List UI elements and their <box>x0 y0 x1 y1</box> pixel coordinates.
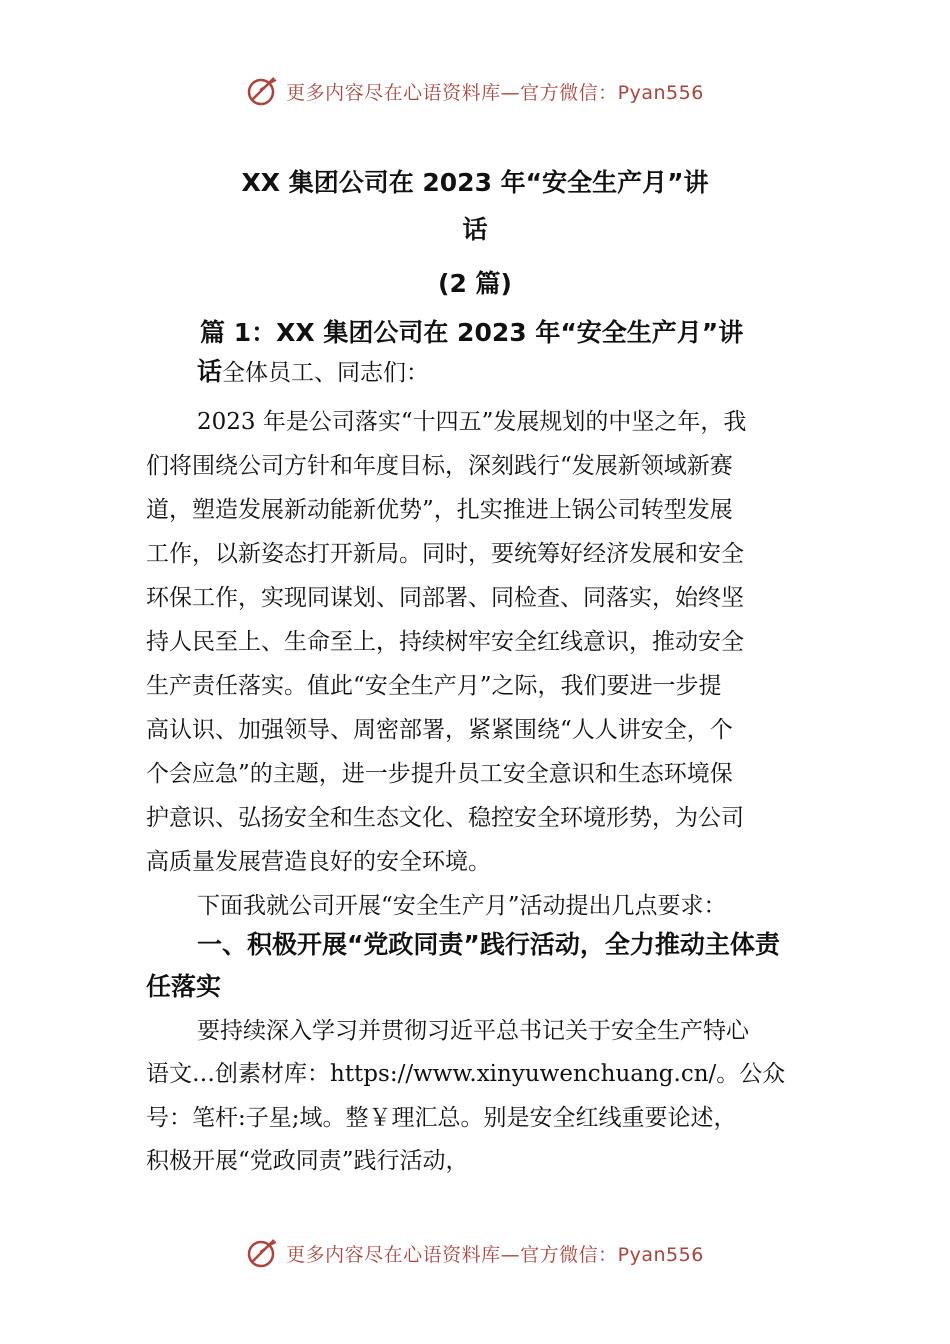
paragraph1-line: 持人民至上、生命至上，持续树牢安全红线意识，推动安全 <box>146 629 744 655</box>
document-count: (2 篇) <box>438 269 512 298</box>
watermark-footer <box>0 1236 950 1270</box>
greeting-text: 全体员工、同志们： <box>222 360 430 386</box>
article-heading: 篇 1：XX 集团公司在 2023 年“安全生产月”讲 <box>200 318 744 347</box>
watermark-header <box>0 74 950 108</box>
watermark-text: 更多内容尽在心语资料库—官方微信：Pyan556 <box>286 81 704 104</box>
quill-pen-logo-icon <box>246 1236 280 1270</box>
paragraph1-line: 道，塑造发展新动能新优势”，扎实推进上锅公司转型发展 <box>146 497 733 523</box>
quill-pen-logo-icon <box>246 74 280 108</box>
paragraph3-line: 积极开展“党政同责”践行活动， <box>146 1148 469 1174</box>
paragraph1-line: 生产责任落实。值此“安全生产月”之际，我们要进一步提 <box>146 673 722 699</box>
paragraph3-line: 号：笔杆:子星;域。整￥理汇总。别是安全红线重要论述， <box>146 1105 737 1131</box>
article-heading-tail: 话 <box>197 357 223 386</box>
paragraph1-line: 们将围绕公司方针和年度目标，深刻践行“发展新领域新赛 <box>146 453 733 479</box>
paragraph1-line: 2023 年是公司落实“十四五”发展规划的中坚之年，我 <box>197 409 747 435</box>
document-title-line2: 话 <box>462 215 488 244</box>
section1-heading-line1: 一、积极开展“党政同责”践行活动，全力推动主体责 <box>197 930 780 959</box>
paragraph3-line: 语文…创素材库：https://www.xinyuwenchuang.cn/。公众 <box>146 1061 786 1087</box>
paragraph1-line: 工作，以新姿态打开新局。同时，要统筹好经济发展和安全 <box>146 541 744 567</box>
paragraph1-line: 环保工作，实现同谋划、同部署、同检查、同落实，始终坚 <box>146 585 744 611</box>
document-title-line1: XX 集团公司在 2023 年“安全生产月”讲 <box>241 168 709 197</box>
watermark-text: 更多内容尽在心语资料库—官方微信：Pyan556 <box>286 1243 704 1266</box>
paragraph1-line: 个会应急”的主题，进一步提升员工安全意识和生态环境保 <box>146 761 733 787</box>
paragraph1-line: 护意识、弘扬安全和生态文化、稳控安全环境形势，为公司 <box>146 805 744 831</box>
paragraph1-line: 高质量发展营造良好的安全环境。 <box>146 849 491 875</box>
greeting-line <box>197 352 429 388</box>
paragraph1-line: 高认识、加强领导、周密部署，紧紧围绕“人人讲安全，个 <box>146 717 733 743</box>
section1-heading-line2: 任落实 <box>146 972 222 1001</box>
paragraph2-line: 下面我就公司开展“安全生产月”活动提出几点要求： <box>197 893 727 919</box>
paragraph3-line: 要持续深入学习并贯彻习近平总书记关于安全生产特心 <box>197 1018 749 1044</box>
